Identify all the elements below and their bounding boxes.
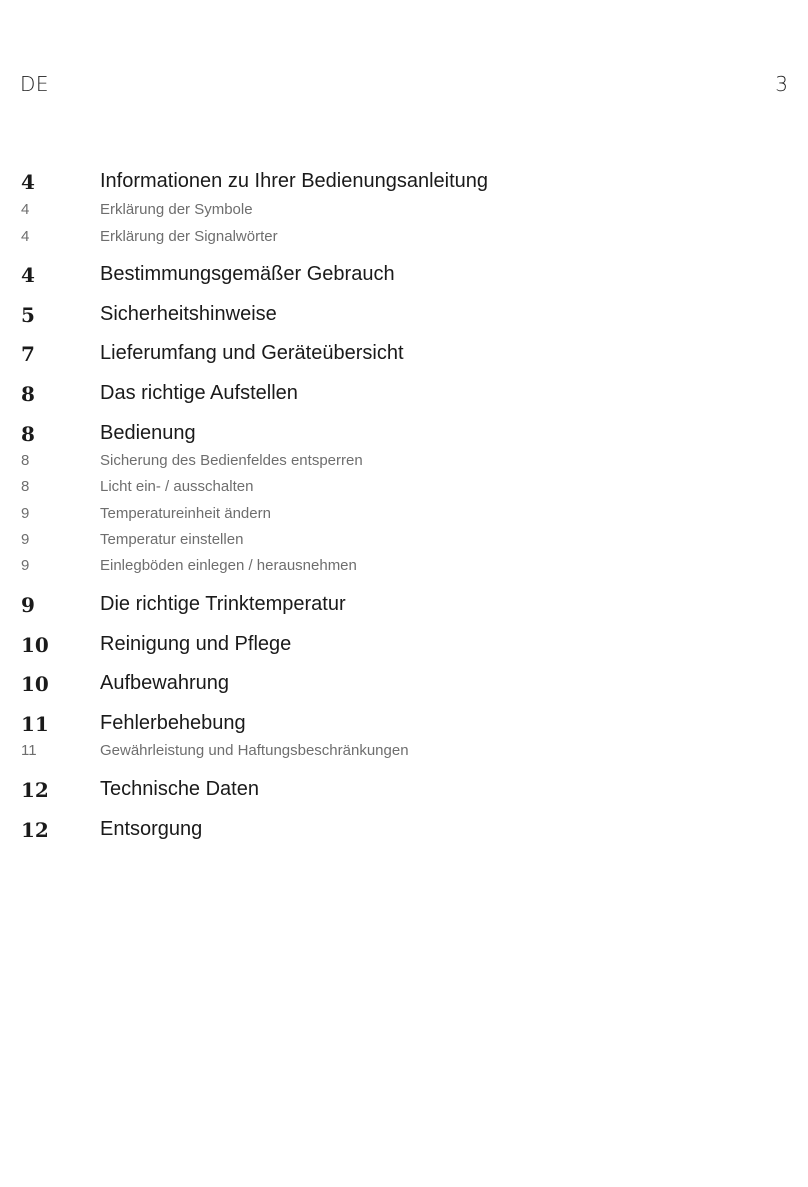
toc-page-number: 5	[21, 303, 35, 327]
toc-page-number: 8	[21, 452, 30, 469]
toc-entry[interactable]	[0, 633, 808, 661]
toc-title: Bestimmungsgemäßer Gebrauch	[100, 263, 395, 285]
toc-entry[interactable]	[0, 593, 808, 621]
toc-page-number: 10	[21, 672, 49, 696]
toc-entry[interactable]	[0, 342, 808, 370]
toc-title: Aufbewahrung	[100, 672, 229, 694]
toc-title: Lieferumfang und Geräteübersicht	[100, 342, 404, 364]
toc-page-number: 4	[21, 228, 30, 245]
toc-page-number: 8	[21, 382, 35, 406]
toc-title: Die richtige Trinktemperatur	[100, 593, 346, 615]
toc-entry[interactable]	[0, 712, 808, 740]
toc-subentry[interactable]	[0, 452, 808, 474]
toc-title: Reinigung und Pflege	[100, 633, 292, 655]
toc-title: Licht ein- / ausschalten	[100, 478, 254, 495]
toc-entry[interactable]	[0, 672, 808, 700]
page-number: 3	[775, 72, 788, 96]
toc-page-number: 11	[21, 742, 37, 759]
toc-title: Bedienung	[100, 422, 196, 444]
toc-page-number: 4	[21, 263, 35, 287]
toc-page-number: 9	[21, 531, 30, 548]
toc-page-number: 8	[21, 478, 30, 495]
toc-page-number: 4	[21, 201, 30, 218]
toc-entry[interactable]	[0, 818, 808, 846]
toc-page-number: 9	[21, 593, 35, 617]
toc-page-number: 9	[21, 557, 30, 574]
toc-entry[interactable]	[0, 382, 808, 410]
toc-subentry[interactable]	[0, 557, 808, 579]
toc-subentry[interactable]	[0, 742, 808, 764]
toc-title: Temperatureinheit ändern	[100, 505, 271, 522]
toc-subentry[interactable]	[0, 228, 808, 250]
toc-entry[interactable]	[0, 303, 808, 331]
toc-page-number: 10	[21, 633, 49, 657]
language-code: DE	[20, 72, 50, 96]
toc-title: Erklärung der Signalwörter	[100, 228, 278, 245]
toc-title: Erklärung der Symbole	[100, 201, 253, 218]
toc-subentry[interactable]	[0, 201, 808, 223]
toc-page-number: 4	[21, 170, 35, 194]
toc-page-number: 12	[21, 778, 49, 802]
toc-title: Informationen zu Ihrer Bedienungsanleitung	[100, 170, 489, 192]
toc-title: Sicherung des Bedienfeldes entsperren	[100, 452, 363, 469]
toc-entry[interactable]	[0, 778, 808, 806]
toc-entry[interactable]	[0, 422, 808, 450]
toc-page-number: 12	[21, 818, 49, 842]
toc-title: Temperatur einstellen	[100, 531, 244, 548]
toc-subentry[interactable]	[0, 531, 808, 553]
toc-page-number: 9	[21, 505, 30, 522]
toc-title: Sicherheitshinweise	[100, 303, 277, 325]
toc-title: Gewährleistung und Haftungsbeschränkungen	[100, 742, 409, 759]
toc-entry[interactable]	[0, 263, 808, 291]
toc-title: Technische Daten	[100, 778, 259, 800]
toc-subentry[interactable]	[0, 478, 808, 500]
toc-title: Das richtige Aufstellen	[100, 382, 298, 404]
toc-title: Fehlerbehebung	[100, 712, 246, 734]
toc-page-number: 7	[21, 342, 35, 366]
toc-title: Entsorgung	[100, 818, 203, 840]
toc-subentry[interactable]	[0, 505, 808, 527]
toc-entry[interactable]	[0, 170, 808, 198]
toc-title: Einlegböden einlegen / herausnehmen	[100, 557, 357, 574]
toc-page-number: 11	[21, 712, 49, 736]
toc-page-number: 8	[21, 422, 35, 446]
